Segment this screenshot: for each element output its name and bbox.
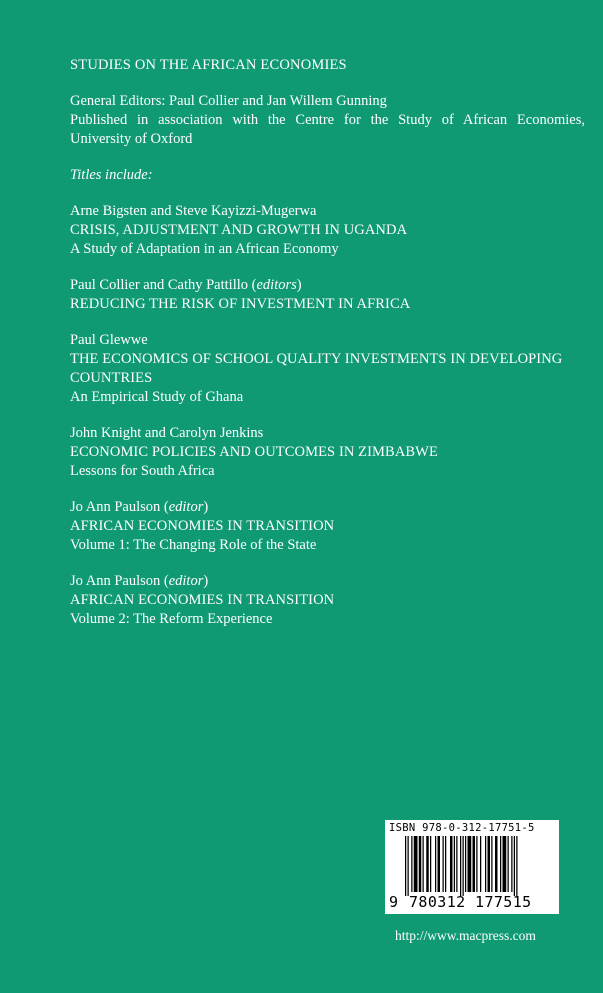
entry-author-names: Jo Ann Paulson (70, 499, 161, 515)
barcode-bar (480, 836, 481, 892)
barcode-bar (488, 836, 491, 892)
entry-title: AFRICAN ECONOMIES IN TRANSITION (70, 518, 335, 534)
barcode-bar (463, 836, 464, 896)
entry-authors (70, 331, 585, 350)
barcode-bar (450, 836, 453, 892)
entry-title: AFRICAN ECONOMIES IN TRANSITION (70, 592, 335, 608)
entry-author-role: editor (168, 573, 204, 589)
entry-title: THE ECONOMICS OF SCHOOL QUALITY INVESTMENTS IN DEVELOPING (70, 351, 563, 367)
barcode-bar (495, 836, 498, 892)
entry-title-continued: COUNTRIES (70, 370, 153, 386)
barcode-bar (516, 836, 517, 896)
barcode-bar (438, 836, 441, 892)
barcode-bar (468, 836, 472, 892)
entry-subtitle: Volume 2: The Reform Experience (70, 611, 273, 627)
entry-author-names: Paul Glewwe (70, 332, 148, 348)
entry-title: REDUCING THE RISK OF INVESTMENT IN AFRICA (70, 296, 411, 312)
entry-subtitle: Volume 1: The Changing Role of the State (70, 537, 317, 553)
series-info (70, 56, 585, 646)
title-entry (70, 572, 585, 629)
title-entry (70, 498, 585, 555)
titles-include-label: Titles include: (70, 167, 153, 183)
barcode-bar (508, 836, 509, 892)
barcode-bar (426, 836, 429, 892)
entry-author-names: Arne Bigsten and Steve Kayizzi-Mugerwa (70, 203, 317, 219)
entry-authors: Jo Ann Paulson (editor) (70, 573, 209, 589)
isbn-barcode (385, 820, 559, 914)
barcode-bar (476, 836, 477, 892)
barcode-bar (405, 836, 406, 896)
editors-block (70, 92, 585, 149)
title-entry (70, 424, 585, 481)
title-entry (70, 276, 585, 314)
entry-subtitle: A Study of Adaptation in an African Economy (70, 241, 339, 257)
barcode-lead-digit: 9 (389, 893, 399, 911)
barcode-bar (419, 836, 422, 892)
entry-author-role: editor (168, 499, 204, 515)
entry-author-names: Paul Collier and Cathy Pattillo (70, 277, 249, 293)
barcode-bar (423, 836, 424, 892)
barcode-bar (454, 836, 455, 892)
entry-authors: Jo Ann Paulson (editor) (70, 499, 209, 515)
barcode-bar (473, 836, 476, 892)
association-line-2: University of Oxford (70, 131, 193, 147)
barcode-bar (491, 836, 492, 892)
barcode-bar (414, 836, 418, 892)
barcode-bar (411, 836, 412, 892)
barcode-bar (430, 836, 431, 892)
series-title: STUDIES ON THE AFRICAN ECONOMIES (70, 57, 347, 73)
title-entry (70, 202, 585, 259)
isbn-text: ISBN 978-0-312-17751-5 (389, 822, 535, 834)
barcode-bar (456, 836, 457, 892)
barcode-bar (503, 836, 507, 892)
entry-author-names: Jo Ann Paulson (70, 573, 161, 589)
title-list (70, 202, 585, 629)
association-line-1: Published in association with the Centre for the Study of African Economies, (70, 112, 585, 128)
barcode-bar (465, 836, 466, 892)
entry-authors: Paul Collier and Cathy Pattillo (editors) (70, 277, 302, 293)
entry-author-names: John Knight and Carolyn Jenkins (70, 425, 264, 441)
entry-authors (70, 202, 585, 221)
barcode-bar (514, 836, 515, 896)
barcode-bar (511, 836, 512, 892)
barcode-bar (443, 836, 444, 892)
barcode-bar (445, 836, 446, 892)
barcode-bar (408, 836, 409, 896)
barcode-bars (405, 836, 553, 896)
barcode-bar (485, 836, 486, 892)
entry-authors (70, 424, 585, 443)
entry-title: ECONOMIC POLICIES AND OUTCOMES IN ZIMBABWE (70, 444, 438, 460)
entry-title: CRISIS, ADJUSTMENT AND GROWTH IN UGANDA (70, 222, 408, 238)
entry-author-role: editors (256, 277, 297, 293)
general-editors: General Editors: Paul Collier and Jan Willem Gunning (70, 93, 387, 109)
entry-subtitle: An Empirical Study of Ghana (70, 389, 244, 405)
entry-subtitle: Lessons for South Africa (70, 463, 215, 479)
barcode-bar (435, 836, 436, 892)
publisher-url: http://www.macpress.com (395, 928, 536, 943)
barcode-bar (460, 836, 461, 896)
barcode-bar (500, 836, 501, 892)
title-entry (70, 331, 585, 407)
barcode-digit-groups: 780312 177515 (409, 893, 532, 911)
